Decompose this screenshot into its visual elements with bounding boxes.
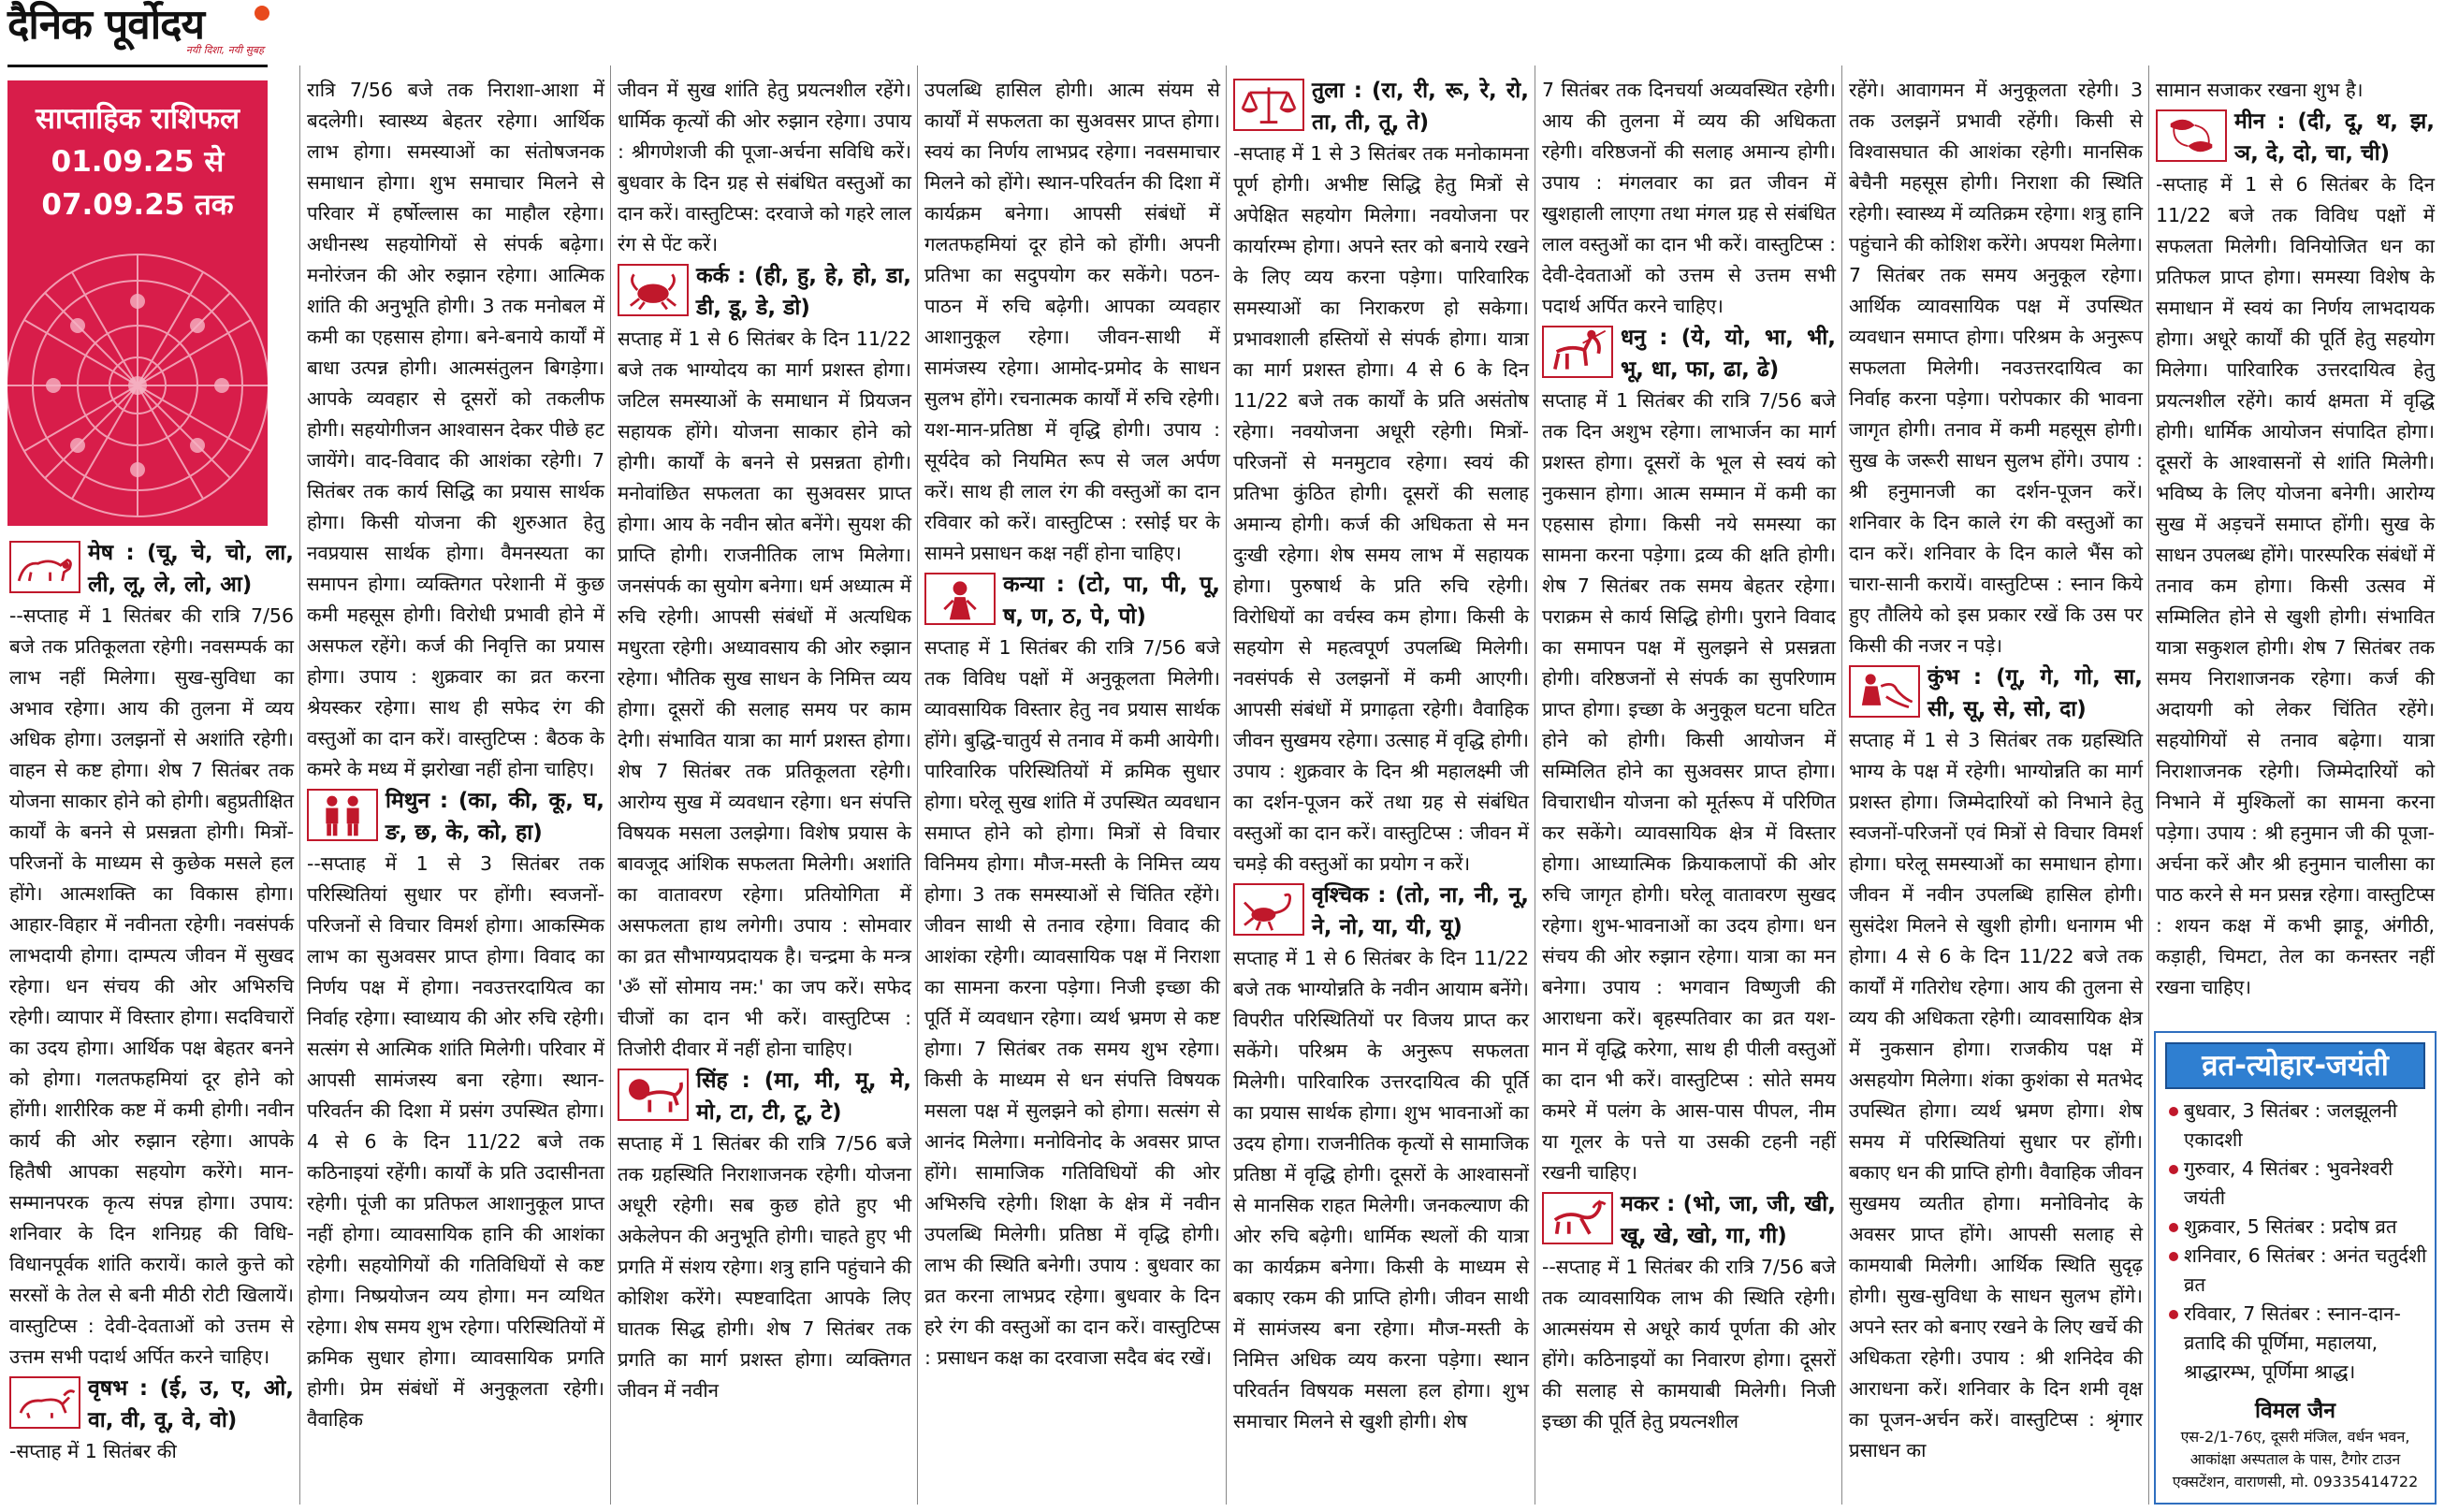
rashi-tula	[1233, 75, 1529, 880]
festival-item: रविवार, 7 सितंबर : स्नान-दान-व्रतादि की पूर्णिमा, महालया, श्राद्धारम्भ, पूर्णिमा श्राद्ध।	[2167, 1300, 2427, 1387]
rashi-heading: सिंह : (मा, मी, मू, मे, मो, टा, टी, टू, टे)	[696, 1069, 911, 1125]
author-address: एस-2/1-76ए, दूसरी मंजिल, वर्धन भवन, आकांक्षा अस्पताल के पास, टैगोर टाउन एक्सटेंशन, वाराणसी, मो. 09335414722	[2172, 1428, 2419, 1490]
rashi-text-continued: उपलब्धि हासिल होगी। आत्म संयम से कार्यों में सफलता का सुअवसर प्राप्त होगा। स्वयं का निर्णय लाभप्रद रहेगा। नवसमाचार मिलने को होंगे। स्थान-परिवर्तन की दिशा में कार्यक्रम बनेगा। आपसी संबंधों में गलतफहमियां दूर होने को होंगी। अपनी प्रतिभा का सदुपयोग कर सकेंगे। पठन-पाठन में रुचि बढ़ेगी। आपका व्यवहार आशानुकूल रहेगा। जीवन-साथी में सामंजस्य रहेगा। आमोद-प्रमोद के साधन सुलभ होंगे। रचनात्मक कार्यों में रुचि रहेगी। यश-मान-प्रतिष्ठा में वृद्धि होगी। उपाय : सूर्यदेव को नियमित रूप से जल अर्पण करें। साथ ही लाल रंग की वस्तुओं का दान रविवार को करें। वास्तुटिप्स : रसोई घर के सामने प्रसाधन कक्ष नहीं होना चाहिए।	[924, 79, 1220, 564]
festival-box	[2154, 1031, 2437, 1505]
rashi-vrishchik	[1233, 880, 1529, 1437]
author-name: विमल जैन	[2255, 1399, 2335, 1423]
rashi-text-continued: सामान सजाकर रखना शुभ है।	[2156, 79, 2364, 101]
masthead-rule	[7, 65, 268, 67]
rashi-text-continued: रात्रि 7/56 बजे तक निराशा-आशा में बदलेगी। स्वास्थ्य बेहतर रहेगा। आर्थिक लाभ होगा। समस्याओं का संतोषजनक समाधान होगा। शुभ समाचार मिलने से परिवार में हर्षोल्लास का माहौल रहेगा। अधीनस्थ सहयोगियों से संपर्क बढ़ेगा। मनोरंजन की ओर रुझान रहेगा। आत्मिक शांति की अनुभूति होगी। 3 तक मनोबल में कमी का एहसास होगा। बने-बनाये कार्यों में बाधा उत्पन्न होगी। आत्मसंतुलन बिगड़ेगा। आपके व्यवहार से दूसरों को तकलीफ होगी। सहयोगीजन आश्वासन देकर पीछे हट जायेंगे। वाद-विवाद की आशंका रहेगी। 7 सितंबर तक कार्य सिद्धि का प्रयास सार्थक होगा। किसी योजना की शुरुआत हेतु नवप्रयास सार्थक होगा। वैमनस्यता का समापन होगा। व्यक्तिगत परेशानी में कुछ कमी महसूस होगी। विरोधी प्रभावी होने में असफल रहेंगे। कर्ज की निवृत्ति का प्रयास होगा। उपाय : शुक्रवार का व्रत करना श्रेयस्कर रहेगा। साथ ही सफेद रंग की वस्तुओं का दान करें। वास्तुटिप्स : बैठक के कमरे के मध्य में झरोखा नहीं होना चाहिए।	[307, 79, 604, 780]
festival-title: व्रत-त्योहार-जयंती	[2165, 1042, 2425, 1089]
rashi-text-continued: 7 सितंबर तक दिनचर्या अव्यवस्थित रहेगी। आय की तुलना में व्यय की अधिकता रहेगी। वरिष्ठजनों की सलाह अमान्य होगी। उपाय : मंगलवार का व्रत जीवन में खुशहाली लाएगा तथा मंगल ग्रह से संबंधित लाल वस्तुओं का दान भी करें। वास्तुटिप्स : देवी-देवताओं को उत्तम से उत्तम सभी पदार्थ अर्पित करने चाहिए।	[1542, 79, 1836, 317]
rashi-text: सप्ताह में 1 सितंबर की रात्रि 7/56 बजे तक विविध पक्षों में अनुकूलता मिलेगी। व्यावसायिक विस्तार हेतु नव प्रयास सार्थक होंगे। बुद्धि-चातुर्य से तनाव में कमी आयेगी। पारिवारिक परिस्थितियों में क्रमिक सुधार होगा। घरेलू सुख शांति में उपस्थित व्यवधान समाप्त होने को होगा। मित्रों से विचार विनिमय होगा। मौज-मस्ती के निमित्त व्यय होगा। 3 तक समस्याओं से चिंतित रहेंगे। जीवन साथी से तनाव रहेगा। विवाद की आशंका रहेगी। व्यावसायिक पक्ष में निराशा का सामना करना पड़ेगा। निजी इच्छा की पूर्ति में व्यवधान रहेगा। व्यर्थ भ्रमण से कष्ट होगा। 7 सितंबर तक समय शुभ रहेगा। किसी के माध्यम से धन संपत्ति विषयक मसला पक्ष में सुलझने को होगा। सत्संग से आनंद मिलेगा। मनोविनोद के अवसर प्राप्त होंगे। सामाजिक गतिविधियों की ओर अभिरुचि रहेगी। शिक्षा के क्षेत्र में नवीन उपलब्धि मिलेगी। प्रतिष्ठा में वृद्धि होगी। लाभ की स्थिति बनेगी। उपाय : बुधवार का व्रत करना लाभप्रद रहेगा। बुधवार के दिन हरे रंग की वस्तुओं का दान करें। वास्तुटिप्स : प्रसाधन कक्ष का दरवाजा सदैव बंद रखें।	[924, 636, 1220, 1369]
rashi-text: --सप्ताह में 1 से 3 सितंबर तक परिस्थितियां सुधार पर होंगी। स्वजनों-परिजनों से विचार विमर्श होगा। आकस्मिक लाभ का सुअवसर प्राप्त होगा। विवाद का निर्णय पक्ष में होगा। नवउत्तरदायित्व का निर्वाह रहेगा। स्वाध्याय की ओर रुचि रहेगी। सत्संग से आत्मिक शांति मिलेगी। परिवार में आपसी सामंजस्य बना रहेगा। स्थान-परिवर्तन की दिशा में प्रसंग उपस्थित होगा। 4 से 6 के दिन 11/22 बजे तक कठिनाइयां रहेंगी। कार्यों के प्रति उदासीनता रहेगी। पूंजी का प्रतिफल आशानुकूल प्राप्त नहीं होगा। व्यावसायिक हानि की आशंका रहेगी। सहयोगियों की गतिविधियों से कष्ट होगा। निष्प्रयोजन व्यय होगा। मन व्यथित रहेगा। शेष समय शुभ रहेगा। परिस्थितियों में क्रमिक सुधार होगा। व्यावसायिक प्रगति होगी। प्रेम संबंधों में अनुकूलता रहेगी। वैवाहिक	[307, 852, 604, 1431]
rashi-text: सप्ताह में 1 से 3 सितंबर तक ग्रहस्थिति भाग्य के पक्ष में रहेगी। भाग्योन्नति का मार्ग प्रशस्त होगा। जिम्मेदारियों को निभाने हेतु स्वजनों-परिजनों एवं मित्रों से विचार विमर्श होगा। घरेलू समस्याओं का समाधान होगा। जीवन में नवीन उपलब्धि हासिल होगी। सुसंदेश मिलने से खुशी होगी। धनागम भी होगा। 4 से 6 के दिन 11/22 बजे तक कार्यों में गतिरोध रहेगा। आय की तुलना से व्यय की अधिकता रहेगी। व्यावसायिक क्षेत्र में नुकसान होगा। राजकीय पक्ष में असहयोग मिलेगा। शंका कुशंका से मतभेद उपस्थित होगा। व्यर्थ भ्रमण होगा। शेष समय में परिस्थितियां सुधार पर होंगी। बकाए धन की प्राप्ति होगी। वैवाहिक जीवन सुखमय व्यतीत होगा। मनोविनोद के अवसर प्राप्त होंगे। आपसी सलाह से कामयाबी मिलेगी। आर्थिक स्थिति सुदृढ़ होगी। सुख-सुविधा के साधन सुलभ होंगे। अपने स्तर को बनाए रखने के लिए खर्चे की अधिकता रहेगी। उपाय : श्री शनिदेव की आराधना करें। शनिवार के दिन शमी वृक्ष का पूजन-अर्चन करें। वास्तुटिप्स : श्रृंगार प्रसाधन का	[1849, 729, 2143, 1461]
rashi-mithun	[307, 785, 604, 1435]
column-rule	[1841, 65, 1842, 1505]
column-rule	[1226, 65, 1227, 1505]
gemini-icon	[307, 789, 378, 841]
rashi-dhanu	[1542, 322, 1836, 1188]
rashi-heading: मकर : (भो, जा, जी, खी, खू, खे, खो, गा, गी)	[1621, 1192, 1836, 1248]
column-8	[2152, 75, 2438, 1025]
weekly-horoscope-banner	[7, 80, 268, 526]
column-rule	[917, 65, 918, 1505]
author-block	[2156, 1396, 2435, 1493]
rashi-text: --सप्ताह में 1 सितंबर की रात्रि 7/56 बजे तक व्यावसायिक लाभ की स्थिति रहेगी। आत्मसंयम से अधूरे कार्य पूर्णता की ओर होंगे। कठिनाइयों का निवारण होगा। दूसरों की सलाह से कामयाबी मिलेगी। निजी इच्छा की पूर्ति हेतु प्रयत्नशील	[1542, 1256, 1836, 1432]
capricorn-icon	[1542, 1192, 1613, 1244]
rashi-mesh	[9, 537, 294, 1373]
festival-item: शुक्रवार, 5 सितंबर : प्रदोष व्रत	[2167, 1213, 2427, 1242]
logo-sun-icon	[255, 6, 269, 21]
aries-icon	[9, 541, 80, 593]
festival-list	[2156, 1097, 2435, 1387]
rashi-text: -सप्ताह में 1 सितंबर की	[9, 1440, 177, 1462]
zodiac-wheel-icon	[7, 236, 268, 526]
leo-icon	[618, 1069, 689, 1121]
rashi-text: सप्ताह में 1 सितंबर की रात्रि 7/56 बजे तक दिन अशुभ रहेगा। लाभार्जन का मार्ग प्रशस्त होगा। दूसरों के भूल से स्वयं को नुकसान होगा। आत्म सम्मान में कमी का एहसास होगा। किसी नये समस्या का सामना करना पड़ेगा। द्रव्य की क्षति होगी। शेष 7 सितंबर तक समय बेहतर रहेगा। पराक्रम से कार्य सिद्धि होगी। पुराने विवाद का समापन पक्ष में सुलझने से प्रसन्नता होगी। वरिष्ठजनों से संपर्क का सुपरिणाम प्राप्त होगा। इच्छा के अनुकूल घटना घटित होने को होगी। किसी आयोजन में सम्मिलित होने का सुअवसर प्राप्त होगा। विचाराधीन योजना को मूर्तरूप में परिणित कर सकेंगे। व्यावसायिक क्षेत्र में विस्तार होगा। आध्यात्मिक क्रियाकलापों की ओर रुचि जागृत होगी। घरेलू वातावरण सुखद रहेगा। शुभ-भावनाओं का उदय होगा। धन संचय की ओर रुझान रहेगा। यात्रा का मन बनेगा। उपाय : भगवान विष्णुजी की आराधना करें। बृहस्पतिवार का व्रत यश-मान में वृद्धि करेगा, साथ ही पीली वस्तुओं का दान भी करें। वास्तुटिप्स : सोते समय कमरे में पलंग के आस-पास पीपल, नीम या गूलर के पत्ते या उसकी टहनी नहीं रखनी चाहिए।	[1542, 389, 1836, 1184]
festival-item: बुधवार, 3 सितंबर : जलझूलनी एकादशी	[2167, 1097, 2427, 1155]
rashi-heading: कर्क : (ही, हु, हे, हो, डा, डी, डू, डे, डो)	[696, 264, 911, 320]
rashi-heading: कन्या : (टो, पा, पी, पू, ष, ण, ठ, पे, पो)	[1003, 573, 1220, 629]
banner-title-block	[7, 97, 268, 226]
sagittarius-icon	[1542, 326, 1613, 378]
rashi-makar	[1542, 1188, 1836, 1437]
rashi-text: सप्ताह में 1 से 6 सितंबर के दिन 11/22 बजे तक भाग्योन्नति के नवीन आयाम बनेंगे। विपरीत परिस्थितियों पर विजय प्राप्त कर सकेंगे। परिश्रम के अनुरूप सफलता मिलेगी। पारिवारिक उत्तरदायित्व की पूर्ति का प्रयास सार्थक होगा। शुभ भावनाओं का उदय होगा। राजनीतिक कृत्यों से सामाजिक प्रतिष्ठा में वृद्धि होगी। दूसरों के आश्वासनों से मानसिक राहत मिलेगी। जनकल्याण की ओर रुचि बढ़ेगी। धार्मिक स्थलों की यात्रा का कार्यक्रम बनेगा। किसी के माध्यम से बकाए रकम की प्राप्ति होगी। जीवन साथी में सामंजस्य बना रहेगा। मौज-मस्ती के निमित्त अधिक व्यय करना पड़ेगा। स्थान परिवर्तन विषयक मसला हल होगा। शुभ समाचार मिलने से खुशी होगी। शेष	[1233, 947, 1529, 1432]
rashi-text-continued: रहेंगे। आवागमन में अनुकूलता रहेगी। 3 तक उलझनें प्रभावी रहेंगी। किसी से विश्वासघात की आशंका रहेगी। मानसिक बेचैनी महसूस होगी। निराशा की स्थिति रहेगी। स्वास्थ्य में व्यतिक्रम रहेगा। शत्रु हानि पहुंचाने की कोशिश करेंगे। अपयश मिलेगा। 7 सितंबर तक समय अनुकूल रहेगा। आर्थिक व्यावसायिक पक्ष में उपस्थित व्यवधान समाप्त होगा। परिश्रम के अनुरूप सफलता मिलेगी। नवउत्तरदायित्व का निर्वाह करना पड़ेगा। परोपकार की भावना जागृत होगी। तनाव में कमी महसूस होगी। सुख के जरूरी साधन सुलभ होंगे। उपाय : श्री हनुमानजी का दर्शन-पूजन करें। शनिवार के दिन काले रंग की वस्तुओं का दान करें। शनिवार के दिन काले भैंस को चारा-सानी करायें। वास्तुटिप्स : स्नान किये हुए तौलिये को इस प्रकार रखें कि उस पर किसी की नजर न पड़े।	[1849, 79, 2143, 657]
column-4	[921, 75, 1224, 1512]
column-5	[1229, 75, 1533, 1512]
rashi-kark	[618, 260, 911, 1065]
rashi-heading: मीन : (दी, दू, थ, झ, ञ, दे, दो, चा, ची)	[2234, 109, 2435, 166]
rashi-heading: वृश्चिक : (तो, ना, नी, नू, ने, नो, या, यी, यू)	[1312, 883, 1529, 939]
rashi-heading: मेष : (चू, चे, चो, ला, ली, लू, ले, लो, आ)	[88, 541, 294, 597]
banner-date-from: 01.09.25 से	[51, 145, 225, 179]
rashi-heading: धनु : (ये, यो, भा, भी, भू, धा, फा, ढा, ढे)	[1621, 326, 1836, 382]
banner-date-to: 07.09.25 तक	[41, 188, 234, 222]
column-rule	[299, 65, 300, 1505]
rashi-heading: वृषभ : (ई, उ, ए, ओ, वा, वी, वू, वे, वो)	[88, 1376, 294, 1432]
libra-icon	[1233, 79, 1304, 131]
column-6	[1538, 75, 1840, 1512]
aquarius-icon	[1849, 665, 1920, 718]
rashi-heading: मिथुन : (का, की, कू, घ, ङ, छ, के, को, हा)	[386, 789, 604, 845]
rashi-kumbh	[1849, 662, 2143, 1466]
column-rule	[610, 65, 611, 1505]
virgo-icon	[924, 573, 996, 625]
rashi-kanya	[924, 569, 1220, 1374]
rashi-singh	[618, 1065, 911, 1406]
newspaper-masthead	[7, 2, 268, 67]
scorpio-icon	[1233, 883, 1304, 936]
rashi-text: सप्ताह में 1 से 6 सितंबर के दिन 11/22 बजे तक भाग्योदय का मार्ग प्रशस्त होगा। जटिल समस्याओं के समाधान में प्रियजन सहायक होंगे। योजना साकार होने को होगी। कार्यों के बनने से प्रसन्नता होगी। मनोवांछित सफलता का सुअवसर प्राप्त होगा। आय के नवीन स्रोत बनेंगे। सुयश की प्राप्ति होगी। राजनीतिक लाभ मिलेगा। जनसंपर्क का सुयोग बनेगा। धर्म अध्यात्म में रुचि रहेगी। आपसी संबंधों में अत्यधिक मधुरता रहेगी। अध्यावसाय की ओर रुझान रहेगा। भौतिक सुख साधन के निमित्त व्यय होगा। दूसरों की सलाह समय पर काम देगी। संभावित यात्रा का मार्ग प्रशस्त होगा। शेष 7 सितंबर तक प्रतिकूलता रहेगी। आरोग्य सुख में व्यवधान रहेगा। धन संपत्ति विषयक मसला उलझेगा। विशेष प्रयास के बावजूद आंशिक सफलता मिलेगी। अशांति का वातावरण रहेगा। प्रतियोगिता में असफलता हाथ लगेगी। उपाय : सोमवार का व्रत सौभाग्यप्रदायक है। चन्द्रमा के मन्त्र 'ॐ सों सोमाय नम:' का जप करें। सफेद चीजों का दान भी करें। वास्तुटिप्स : तिजोरी दीवार में नहीं होना चाहिए।	[618, 327, 912, 1060]
rashi-text: -सप्ताह में 1 से 3 सितंबर तक मनोकामना पूर्ण होगी। अभीष्ट सिद्धि हेतु मित्रों से अपेक्षित सहयोग मिलेगा। नवयोजना पर कार्यारम्भ होगा। अपने स्तर को बनाये रखने के लिए व्यय करना पड़ेगा। पारिवारिक समस्याओं का निराकरण हो सकेगा। प्रभावशाली हस्तियों से संपर्क होगा। यात्रा का मार्ग प्रशस्त होगा। 4 से 6 के दिन 11/22 बजे तक कार्यों के प्रति असंतोष रहेगा। नवयोजना अधूरी रहेगी। मित्रों-परिजनों से मनमुटाव रहेगा। स्वयं की प्रतिभा कुंठित होगी। दूसरों की सलाह अमान्य होगी। कर्ज की अधिकता से मन दुःखी रहेगा। शेष समय लाभ में सहायक होगा। पुरुषार्थ के प्रति रुचि रहेगी। विरोधियों का वर्चस्व कम होगा। किसी के सहयोग से महत्वपूर्ण उपलब्धि मिलेगी। नवसंपर्क से उलझनों में कमी आएगी। आपसी संबंधों में प्रगाढ़ता रहेगी। वैवाहिक जीवन सुखमय रहेगा। उत्साह में वृद्धि होगी। उपाय : शुक्रवार के दिन श्री महालक्ष्मी जी का दर्शन-पूजन करें तथा ग्रह से संबंधित वस्तुओं का दान करें। वास्तुटिप्स : जीवन में चमड़े की वस्तुओं का प्रयोग न करें।	[1233, 142, 1529, 875]
column-1	[6, 537, 298, 1512]
column-rule	[2148, 65, 2149, 1505]
rashi-text: सप्ताह में 1 सितंबर की रात्रि 7/56 बजे तक ग्रहस्थिति निराशाजनक रहेगी। योजना अधूरी रहेगी। सब कुछ होते हुए भी अकेलेपन की अनुभूति होगी। चाहते हुए भी प्रगति में संशय रहेगा। शत्रु हानि पहुंचाने की कोशिश करेंगे। स्पष्टवादिता आपके लिए घातक सिद्ध होगी। शेष 7 सितंबर तक प्रगति का मार्ग प्रशस्त होगा। व्यक्तिगत जीवन में नवीन	[618, 1132, 911, 1402]
rashi-heading: कुंभ : (गू, गे, गो, सा, सी, सू, से, सो, दा)	[1928, 665, 2143, 721]
banner-title: साप्ताहिक राशिफल	[35, 102, 240, 136]
rashi-heading: तुला : (रा, री, रू, रे, रो, ता, ती, तू, ते)	[1312, 79, 1529, 135]
rashi-meen	[2156, 106, 2435, 1003]
rashi-text-continued: जीवन में सुख शांति हेतु प्रयत्नशील रहेंगे। धार्मिक कृत्यों की ओर रुझान रहेगा। उपाय : श्रीगणेशजी की पूजा-अर्चना सविधि करें। बुधवार के दिन ग्रह से संबंधित वस्तुओं का दान करें। वास्तुटिप्स: दरवाजे को गहरे लाल रंग से पेंट करें।	[618, 79, 911, 255]
festival-item: शनिवार, 6 सितंबर : अनंत चतुर्दशी व्रत	[2167, 1242, 2427, 1300]
column-3	[614, 75, 915, 1512]
newspaper-tagline: नयी दिशा, नयी सुबह	[185, 44, 264, 56]
newspaper-name: दैनिक पूर्वोदय	[7, 1, 205, 49]
column-7	[1845, 75, 2146, 1512]
rashi-text: --सप्ताह में 1 सितंबर की रात्रि 7/56 बजे तक प्रतिकूलता रहेगी। नवसम्पर्क का लाभ नहीं मिलेगा। सुख-सुविधा का अभाव रहेगा। आय की तुलना में व्यय अधिक होगा। उलझनों से अशांति रहेगी। वाहन से कष्ट होगा। शेष 7 सितंबर तक योजना साकार होने को होगी। बहुप्रतीक्षित कार्यों के बनने से प्रसन्नता होगी। मित्रों-परिजनों के माध्यम से कुछेक मसले हल होंगे। आत्मशक्ति का विकास होगा। आहार-विहार में नवीनता रहेगी। नवसंपर्क लाभदायी होगा। दाम्पत्य जीवन में सुखद रहेगा। धन संचय की ओर अभिरुचि रहेगी। व्यापार में विस्तार होगा। सदविचारों का उदय होगा। आर्थिक पक्ष बेहतर बनने को होगा। गलतफहमियां दूर होने को होंगी। शारीरिक कष्ट में कमी होगी। नवीन कार्य की ओर रुझान रहेगा। आपके हितैषी आपका सहयोग करेंगे। मान-सम्मानपरक कृत्य संपन्न होगा। उपाय: शनिवार के दिन शनिग्रह की विधि-विधानपूर्वक शांति करायें। काले कुत्ते को सरसों के तेल से बनी मीठी रोटी खिलायें। वास्तुटिप्स : देवी-देवताओं को उत्तम से उत्तम सभी पदार्थ अर्पित करने चाहिए।	[9, 604, 294, 1368]
column-2	[303, 75, 608, 1512]
rashi-vrishabh	[9, 1373, 294, 1467]
cancer-icon	[618, 264, 689, 316]
pisces-icon	[2156, 109, 2227, 162]
taurus-icon	[9, 1376, 80, 1429]
rashi-text: -सप्ताह में 1 से 6 सितंबर के दिन 11/22 बजे तक विविध पक्षों में सफलता मिलेगी। विनियोजित धन का प्रतिफल प्राप्त होगा। समस्या विशेष के समाधान में स्वयं का निर्णय लाभदायक होगा। अधूरे कार्यों की पूर्ति हेतु सहयोग मिलेगा। पारिवारिक उत्तरदायित्व हेतु प्रयत्नशील रहेंगे। कार्य क्षमता में वृद्धि होगी। धार्मिक आयोजन संपादित होगा। दूसरों के आश्वासनों से शांति मिलेगी। भविष्य के लिए योजना बनेगी। आरोग्य सुख में अड़चनें समाप्त होंगी। सुख के साधन उपलब्ध होंगे। पारस्परिक संबंधों में तनाव कम होगा। किसी उत्सव में सम्मिलित होने से खुशी होगी। संभावित यात्रा सकुशल होगी। शेष 7 सितंबर तक समय निराशाजनक रहेगा। कर्ज की अदायगी को लेकर चिंतित रहेंगे। सहयोगियों से तनाव बढ़ेगा। यात्रा निराशाजनक रहेगी। जिम्मेदारियों को निभाने में मुश्किलों का सामना करना पड़ेगा। उपाय : श्री हनुमान जी की पूजा-अर्चना करें और श्री हनुमान चालीसा का पाठ करने से मन प्रसन्न रहेगा। वास्तुटिप्स : शयन कक्ष में कभी झाड़ू, अंगीठी, कड़ाही, चिमटा, तेल का कनस्तर नहीं रखना चाहिए।	[2156, 173, 2435, 998]
festival-item: गुरुवार, 4 सितंबर : भुवनेश्वरी जयंती	[2167, 1155, 2427, 1213]
